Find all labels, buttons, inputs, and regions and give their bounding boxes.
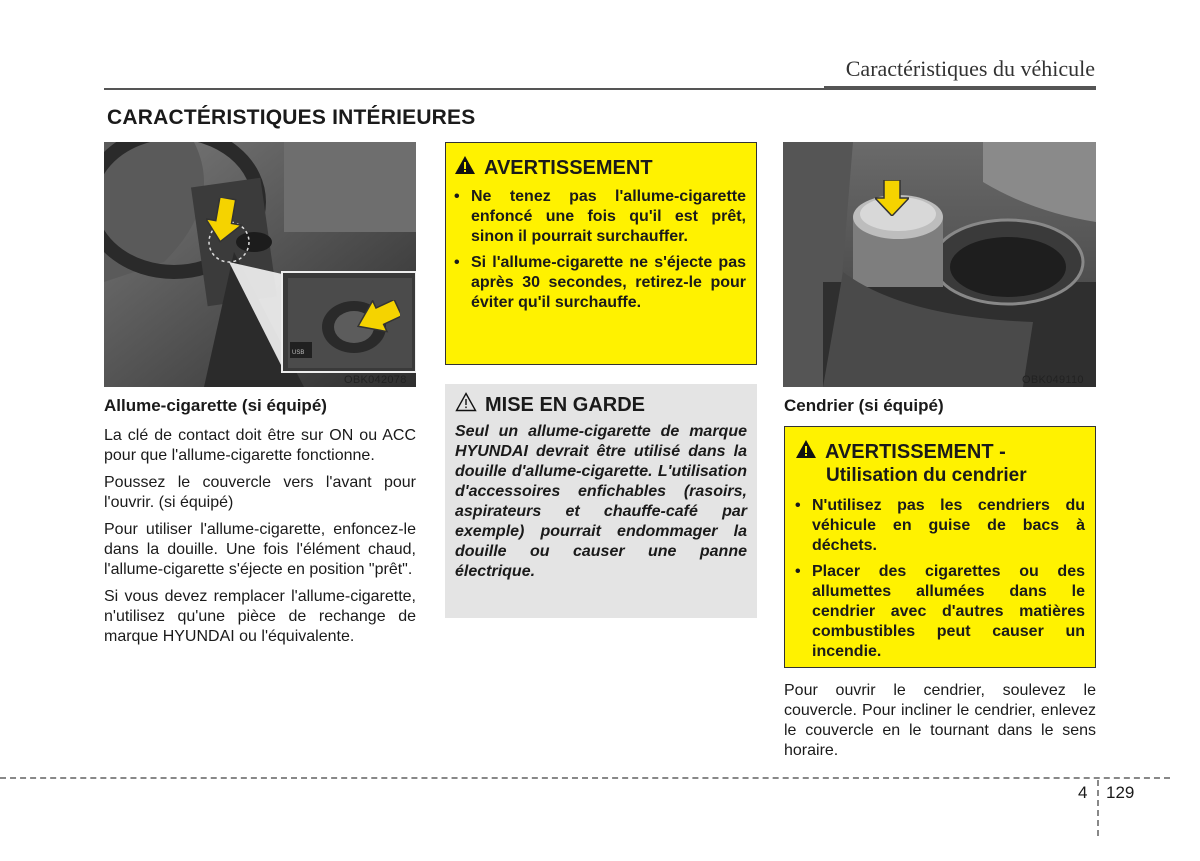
chapter-number: 4	[1078, 783, 1088, 802]
lighter-instructions	[104, 426, 416, 654]
warning-icon	[454, 155, 476, 181]
svg-text:USB: USB	[292, 350, 305, 356]
ashtray-photo	[783, 142, 1096, 387]
paragraph: La clé de contact doit être sur ON ou ACC pour que l'allume-cigarette fonctionne.	[104, 427, 416, 464]
page-number: 129	[1106, 783, 1135, 802]
ashtray-warning-box	[784, 426, 1096, 668]
ashtray-instructions: Pour ouvrir le cendrier, soulevez le couvercle. Pour incliner le cendrier, enlevez le couvercle en le tournant dans le sens horaire.	[784, 682, 1096, 759]
warning-list	[454, 187, 746, 313]
paragraph: Pour utiliser l'allume-cigarette, enfoncez-le dans la douille. Une fois l'élément chaud, l'allume-cigarette s'éjecte en position "prêt".	[104, 521, 416, 578]
footer-rule	[0, 777, 1170, 779]
warning-title	[454, 155, 746, 181]
figure-code-right: OBK049110	[1022, 374, 1084, 386]
footer-divider	[1097, 780, 1099, 836]
list-item: • Ne tenez pas l'allume-cigarette enfoncé une fois qu'il est prêt, sinon il pourrait surchauffer.	[454, 187, 746, 247]
running-header-title: Caractéristiques du véhicule	[845, 56, 1095, 81]
cigarette-lighter-photo	[104, 142, 416, 387]
paragraph: Si vous devez remplacer l'allume-cigarette, n'utilisez qu'une pièce de rechange de marque HYUNDAI ou l'équivalente.	[104, 588, 416, 645]
ashtray-heading: Cendrier (si équipé)	[784, 396, 944, 415]
caution-icon	[455, 392, 477, 418]
list-item: • Si l'allume-cigarette ne s'éjecte pas après 30 secondes, retirez-le pour éviter qu'il surchauffe.	[454, 253, 746, 313]
paragraph: Poussez le couvercle vers l'avant pour l'ouvrir. (si équipé)	[104, 474, 416, 511]
figure-code-left: OBK042078	[344, 374, 407, 386]
warning-title	[795, 439, 1085, 488]
warning-title-text: AVERTISSEMENT -	[825, 440, 1006, 463]
list-item: • N'utilisez pas les cendriers du véhicule en guise de bacs à déchets.	[795, 496, 1085, 556]
caution-text: Seul un allume-cigarette de marque HYUNDAI devrait être utilisé dans la douille d'allume-cigarette. L'utilisation d'accessoires enfichables (rasoirs, aspirateurs et chauffe-café par exemple) pourrait endommager la douille ou causer une panne électrique.	[455, 423, 747, 580]
lighter-heading: Allume-cigarette (si équipé)	[104, 396, 327, 415]
caution-title-text: MISE EN GARDE	[485, 393, 646, 416]
warning-title-text: AVERTISSEMENT	[484, 156, 653, 179]
warning-icon	[795, 439, 817, 464]
warning-list	[795, 496, 1085, 662]
lighter-warning-box	[445, 142, 757, 365]
lighter-caution-box	[445, 384, 757, 618]
list-item: • Placer des cigarettes ou des allumettes allumées dans le cendrier avec d'autres matières combustibles peut causer un incendie.	[795, 562, 1085, 662]
warning-subtitle: Utilisation du cendrier	[826, 465, 1027, 486]
caution-title	[455, 392, 747, 418]
header-rule-accent	[824, 86, 1096, 90]
section-title: CARACTÉRISTIQUES INTÉRIEURES	[107, 106, 476, 129]
